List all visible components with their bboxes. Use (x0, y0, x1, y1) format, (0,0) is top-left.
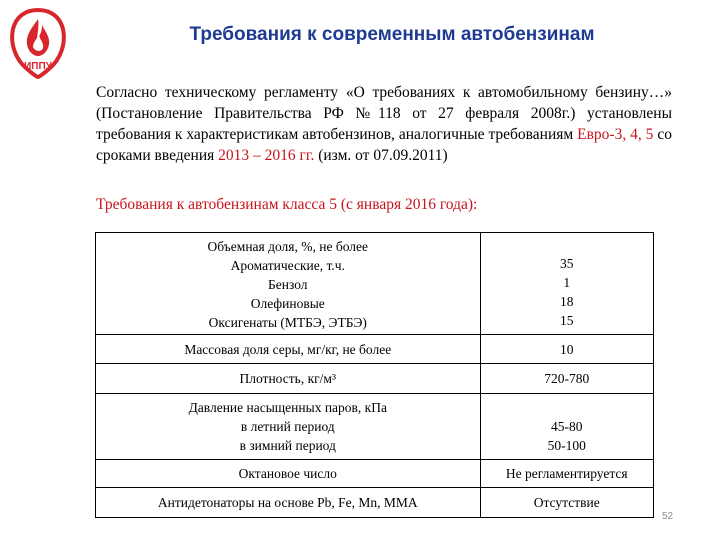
table-row (96, 364, 654, 394)
value-line: 35 (560, 256, 574, 271)
value-line: 45-80 (551, 419, 583, 434)
table-row (96, 233, 654, 335)
value-line: Отсутствие (533, 495, 600, 510)
param-line: Октановое число (238, 466, 337, 481)
table-heading: Требования к автобензинам класса 5 (с января 2016 года): (96, 196, 478, 213)
param-line: Объемная доля, %, не более (207, 239, 368, 254)
param-cell (96, 335, 481, 364)
param-line: Антидетонаторы на основе Pb, Fe, Mn, MMA (157, 495, 418, 510)
value-line: 50-100 (547, 438, 586, 453)
page-number: 52 (662, 511, 674, 522)
param-line: Плотность, кг/м³ (239, 371, 337, 386)
value-line: Не регламентируется (505, 466, 628, 481)
intro-text-2: со сроками введения (96, 126, 672, 164)
value-cell (480, 394, 653, 460)
value-line: 1 (563, 275, 571, 290)
value-cell (480, 488, 653, 518)
value-cell (480, 335, 653, 364)
intro-paragraph (96, 82, 672, 166)
table-row (96, 488, 654, 518)
value-cell (480, 460, 653, 488)
value-cell (480, 233, 653, 335)
value-cell (480, 364, 653, 394)
logo-text: ИППУ (24, 61, 52, 72)
requirements-table (95, 232, 654, 518)
param-cell (96, 488, 481, 518)
value-line: 18 (560, 294, 574, 309)
param-line: Бензол (268, 277, 308, 292)
param-cell (96, 364, 481, 394)
param-line: Оксигенаты (МТБЭ, ЭТБЭ) (208, 315, 367, 330)
param-cell (96, 460, 481, 488)
param-line: Массовая доля серы, мг/кг, не более (184, 341, 392, 357)
value-line: 10 (560, 341, 574, 357)
intro-text-1: Согласно техническому регламенту «О требованиях к автомобильному бензину…» (Постановление Правительства РФ №118 от 27 февраля 2008г.) установлены требования к характеристикам автобензинов, аналогичные требованиям (96, 84, 672, 143)
logo (7, 7, 69, 79)
param-line: Давление насыщенных паров, кПа (188, 400, 387, 415)
param-line: в летний период (240, 419, 335, 434)
page-title: Требования к современным автобензинам (189, 24, 595, 45)
table-row (96, 460, 654, 488)
param-line: Олефиновые (250, 296, 325, 311)
param-cell (96, 233, 481, 335)
table-row (96, 394, 654, 460)
param-cell (96, 394, 481, 460)
intro-years: 2013 – 2016 гг. (218, 147, 315, 164)
param-line: Ароматические, т.ч. (230, 258, 345, 273)
table-row (96, 335, 654, 364)
value-line: 15 (560, 313, 574, 328)
param-line: в зимний период (239, 438, 336, 453)
euro-standards: Евро-3, 4, 5 (577, 126, 654, 143)
value-line: 720-780 (544, 371, 590, 386)
intro-text-3: (изм. от 07.09.2011) (314, 147, 448, 164)
